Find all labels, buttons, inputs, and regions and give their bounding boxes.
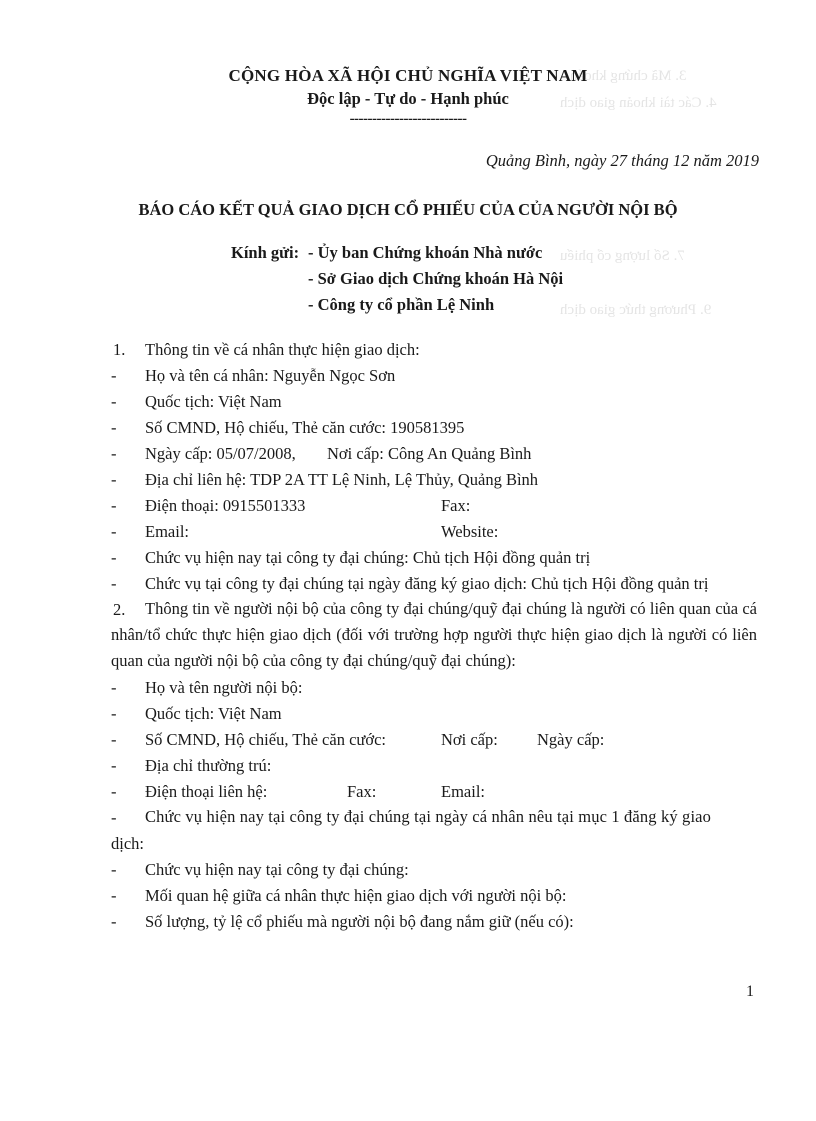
person-email: Email:	[145, 522, 189, 541]
bullet-dash: -	[111, 678, 117, 697]
bleed-through-text: 3. Mã chứng khoán	[570, 68, 687, 84]
bullet-dash: -	[111, 860, 117, 879]
insider-email: Email:	[441, 782, 485, 801]
insider-issue-date: Ngày cấp:	[537, 730, 605, 749]
insider-position-at-registration-cont: dịch:	[111, 834, 144, 853]
bleed-through-text: 7. Số lượng cổ phiếu	[560, 248, 685, 264]
bullet-dash: -	[111, 756, 117, 775]
person-issue-place: Nơi cấp: Công An Quảng Bình	[327, 444, 532, 463]
insider-issue-place: Nơi cấp:	[441, 730, 498, 749]
recipient-item: - Ủy ban Chứng khoán Nhà nước	[308, 243, 543, 262]
national-motto: Độc lập - Tự do - Hạnh phúc	[307, 89, 509, 108]
bullet-dash: -	[111, 470, 117, 489]
bullet-dash: -	[111, 912, 117, 931]
bullet-dash: -	[111, 808, 117, 827]
bullet-dash: -	[111, 886, 117, 905]
bullet-dash: -	[111, 522, 117, 541]
person-issue-date: Ngày cấp: 05/07/2008,	[145, 444, 296, 463]
insider-id-number: Số CMND, Hộ chiếu, Thẻ căn cước:	[145, 730, 386, 749]
insider-relationship: Mối quan hệ giữa cá nhân thực hiện giao dịch với người nội bộ:	[145, 886, 567, 905]
insider-current-position: Chức vụ hiện nay tại công ty đại chúng:	[145, 860, 409, 879]
insider-phone: Điện thoại liên hệ:	[145, 782, 268, 801]
person-phone: Điện thoại: 0915501333	[145, 496, 306, 515]
person-nationality: Quốc tịch: Việt Nam	[145, 392, 282, 411]
page-number: 1	[746, 983, 754, 1000]
bullet-dash: -	[111, 418, 117, 437]
bullet-dash: -	[111, 574, 117, 593]
person-fax: Fax:	[441, 496, 471, 515]
person-website: Website:	[441, 522, 499, 541]
section2-heading: Thông tin về người nội bộ của công ty đại chúng/quỹ đại chúng là người có liên quan của cá nhân/tổ chức thực hiện giao dịch (đối với trường hợp người thực hiện giao dịch là người có liên quan của người nội bộ của công ty đại chúng/quỹ đại chúng):	[111, 599, 757, 670]
insider-nationality: Quốc tịch: Việt Nam	[145, 704, 282, 723]
bleed-through-text: 4. Các tài khoản giao dịch	[560, 95, 717, 111]
bleed-through-text: 9. Phương thức giao dịch	[560, 302, 712, 318]
header-divider: --------------------------	[349, 111, 467, 127]
recipient-item: - Sở Giao dịch Chứng khoán Hà Nội	[308, 269, 564, 288]
document-title: BÁO CÁO KẾT QUẢ GIAO DỊCH CỔ PHIẾU CỦA CỦA NGƯỜI NỘI BỘ	[138, 200, 678, 219]
recipients-label: Kính gửi:	[231, 243, 300, 262]
bullet-dash: -	[111, 704, 117, 723]
insider-position-at-registration: Chức vụ hiện nay tại công ty đại chúng tại ngày cá nhân nêu tại mục 1 đăng ký giao	[145, 807, 712, 826]
person-full-name: Họ và tên cá nhân: Nguyễn Ngọc Sơn	[145, 366, 396, 385]
bullet-dash: -	[111, 366, 117, 385]
bullet-dash: -	[111, 392, 117, 411]
person-position-at-registration: Chức vụ tại công ty đại chúng tại ngày đăng ký giao dịch: Chủ tịch Hội đồng quản trị	[145, 574, 709, 593]
recipient-item: - Công ty cổ phần Lệ Ninh	[308, 295, 495, 314]
person-address: Địa chỉ liên hệ: TDP 2A TT Lệ Ninh, Lệ Thủy, Quảng Bình	[145, 470, 539, 489]
bullet-dash: -	[111, 730, 117, 749]
section-heading: Thông tin về cá nhân thực hiện giao dịch:	[145, 340, 420, 359]
person-id-number: Số CMND, Hộ chiếu, Thẻ căn cước: 190581395	[145, 418, 465, 437]
bullet-dash: -	[111, 444, 117, 463]
section-number: 2.	[113, 600, 126, 619]
insider-permanent-address: Địa chỉ thường trú:	[145, 756, 272, 775]
insider-fax: Fax:	[347, 782, 377, 801]
bullet-dash: -	[111, 548, 117, 567]
bullet-dash: -	[111, 782, 117, 801]
bullet-dash: -	[111, 496, 117, 515]
recipients-block	[231, 240, 563, 318]
date-line: Quảng Bình, ngày 27 tháng 12 năm 2019	[485, 151, 759, 170]
insider-shares-held: Số lượng, tỷ lệ cổ phiếu mà người nội bộ đang nắm giữ (nếu có):	[145, 912, 574, 931]
section-number: 1.	[113, 340, 126, 359]
insider-name: Họ và tên người nội bộ:	[145, 678, 303, 697]
country-name: CỘNG HÒA XÃ HỘI CHỦ NGHĨA VIỆT NAM	[228, 66, 588, 85]
person-current-position: Chức vụ hiện nay tại công ty đại chúng: Chủ tịch Hội đồng quản trị	[145, 548, 591, 567]
